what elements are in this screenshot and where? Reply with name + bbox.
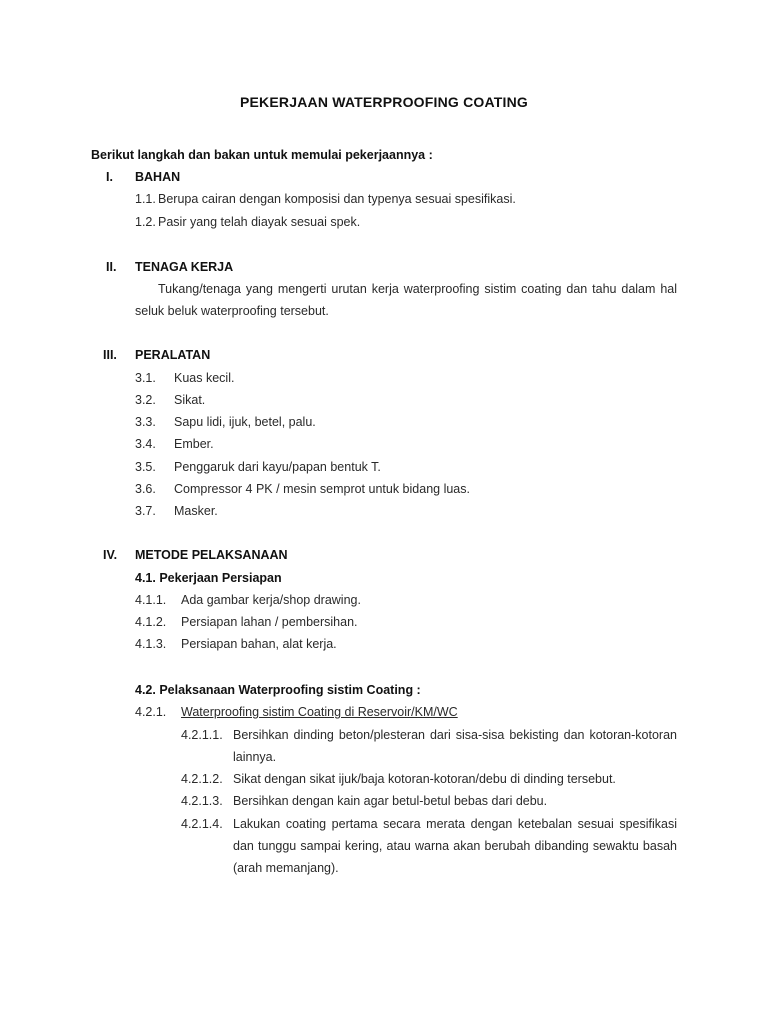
step-4-2-1-1-number: 4.2.1.1. <box>181 728 223 742</box>
item-1-1-number: 1.1. <box>135 192 156 206</box>
step-4-2-1-2-number: 4.2.1.2. <box>181 772 223 786</box>
section-2-paragraph-line-1: Tukang/tenaga yang mengerti urutan kerja waterproofing sistim coating dan tahu dalam hal <box>158 282 677 296</box>
item-4-1-3-text: Persiapan bahan, alat kerja. <box>181 637 337 651</box>
document-title: PEKERJAAN WATERPROOFING COATING <box>239 94 529 110</box>
step-4-2-1-3-number: 4.2.1.3. <box>181 794 223 808</box>
item-3-5-number: 3.5. <box>135 460 156 474</box>
section-1-heading: BAHAN <box>135 170 181 184</box>
step-4-2-1-3-text: Bersihkan dengan kain agar betul-betul bebas dari debu. <box>233 794 548 808</box>
item-3-6-number: 3.6. <box>135 482 156 496</box>
section-2-number: II. <box>106 260 117 274</box>
item-4-1-3-number: 4.1.3. <box>135 637 167 651</box>
item-3-1-text: Kuas kecil. <box>174 371 235 385</box>
item-3-6-text: Compressor 4 PK / mesin semprot untuk bidang luas. <box>174 482 470 496</box>
item-4-1-1-text: Ada gambar kerja/shop drawing. <box>181 593 361 607</box>
step-4-2-1-4-line-1: Lakukan coating pertama secara merata dengan ketebalan sesuai spesifikasi <box>233 817 677 831</box>
item-4-2-1-number: 4.2.1. <box>135 705 167 719</box>
step-4-2-1-1-line-2: lainnya. <box>233 750 277 764</box>
step-4-2-1-4-line-3: (arah memanjang). <box>233 861 339 875</box>
item-1-1-text: Berupa cairan dengan komposisi dan typenya sesuai spesifikasi. <box>158 192 516 206</box>
item-3-2-text: Sikat. <box>174 393 206 407</box>
section-2-paragraph-line-2: seluk beluk waterproofing tersebut. <box>135 304 329 318</box>
step-4-2-1-2-text: Sikat dengan sikat ijuk/baja kotoran-kotoran/debu di dinding tersebut. <box>233 772 616 786</box>
item-3-2-number: 3.2. <box>135 393 156 407</box>
section-3-number: III. <box>103 348 117 362</box>
item-4-1-1-number: 4.1.1. <box>135 593 167 607</box>
item-3-7-number: 3.7. <box>135 504 156 518</box>
intro-text: Berikut langkah dan bakan untuk memulai pekerjaannya : <box>91 148 433 162</box>
subsection-4-2-heading: 4.2. Pelaksanaan Waterproofing sistim Coating : <box>135 683 421 697</box>
subsection-4-1-heading: 4.1. Pekerjaan Persiapan <box>135 571 282 585</box>
step-4-2-1-1-line-1: Bersihkan dinding beton/plesteran dari sisa-sisa bekisting dan kotoran-kotoran <box>233 728 677 742</box>
item-4-1-2-number: 4.1.2. <box>135 615 167 629</box>
item-4-2-1-text: Waterproofing sistim Coating di Reservoir/KM/WC <box>181 705 458 719</box>
item-3-3-text: Sapu lidi, ijuk, betel, palu. <box>174 415 316 429</box>
step-4-2-1-4-number: 4.2.1.4. <box>181 817 223 831</box>
item-1-2-text: Pasir yang telah diayak sesuai spek. <box>158 215 361 229</box>
item-3-5-text: Penggaruk dari kayu/papan bentuk T. <box>174 460 381 474</box>
item-4-1-2-text: Persiapan lahan / pembersihan. <box>181 615 358 629</box>
section-4-heading: METODE PELAKSANAAN <box>135 548 288 562</box>
section-2-heading: TENAGA KERJA <box>135 260 234 274</box>
section-1-number: I. <box>106 170 113 184</box>
item-3-4-number: 3.4. <box>135 437 156 451</box>
item-3-7-text: Masker. <box>174 504 218 518</box>
step-4-2-1-4-line-2: dan tunggu sampai kering, atau warna akan berubah dibanding sewaktu basah <box>233 839 677 853</box>
section-3-heading: PERALATAN <box>135 348 211 362</box>
item-1-2-number: 1.2. <box>135 215 156 229</box>
item-3-4-text: Ember. <box>174 437 214 451</box>
item-3-1-number: 3.1. <box>135 371 156 385</box>
item-3-3-number: 3.3. <box>135 415 156 429</box>
section-4-number: IV. <box>103 548 118 562</box>
